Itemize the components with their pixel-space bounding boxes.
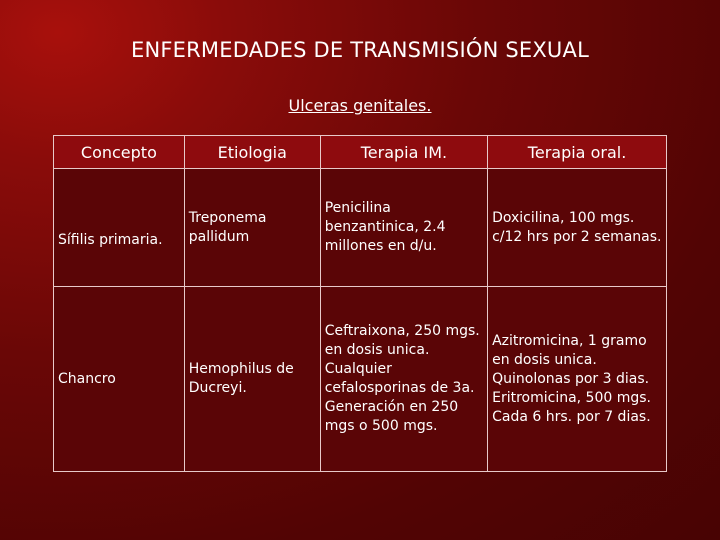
cell-concepto-text: Sífilis primaria.: [58, 232, 163, 248]
cell-terapia-im: [320, 169, 487, 287]
cell-terapia-im-line: Ceftraixona, 250 mgs. en dosis unica.: [324, 323, 480, 358]
cell-terapia-oral-line: Eritromicina, 500 mgs. Cada 6 hrs. por 7 dias.: [492, 389, 651, 425]
cell-terapia-oral-line: Azitromicina, 1 gramo en dosis unica.: [492, 332, 647, 368]
slide-title: ENFERMEDADES DE TRANSMISIÓN SEXUAL: [131, 38, 589, 62]
cell-terapia-im-line: Cualquier cefalosporinas de 3a. Generación en 250 mgs o 500 mgs.: [324, 361, 475, 434]
cell-terapia-oral-line: Quinolonas por 3 dias.: [492, 370, 650, 387]
cell-terapia-oral: [488, 169, 667, 287]
std-table: [53, 135, 667, 472]
table-row: [54, 287, 667, 472]
header-terapia-im: Terapia IM.: [320, 136, 487, 169]
header-etiologia: Etiologia: [184, 136, 320, 169]
cell-etiologia-text: Treponema pallidum: [188, 209, 267, 245]
cell-etiologia-text: Hemophilus de Ducreyi.: [188, 361, 294, 396]
header-terapia-oral: Terapia oral.: [488, 136, 667, 169]
cell-terapia-im: [320, 287, 487, 472]
cell-terapia-oral: [488, 287, 667, 472]
slide-subtitle: Ulceras genitales.: [288, 96, 432, 115]
table-row: [54, 169, 667, 287]
cell-concepto: [54, 287, 185, 472]
cell-terapia-oral-text: Doxicilina, 100 mgs. c/12 hrs por 2 semanas.: [492, 209, 662, 245]
cell-terapia-im-text: Penicilina benzantinica, 2.4 millones en d/u.: [324, 200, 446, 254]
table-header-row: [54, 136, 667, 169]
cell-concepto-text: Chancro: [58, 370, 116, 387]
header-concepto: Concepto: [54, 136, 185, 169]
cell-concepto: [54, 169, 185, 287]
cell-etiologia: [184, 169, 320, 287]
cell-etiologia: [184, 287, 320, 472]
